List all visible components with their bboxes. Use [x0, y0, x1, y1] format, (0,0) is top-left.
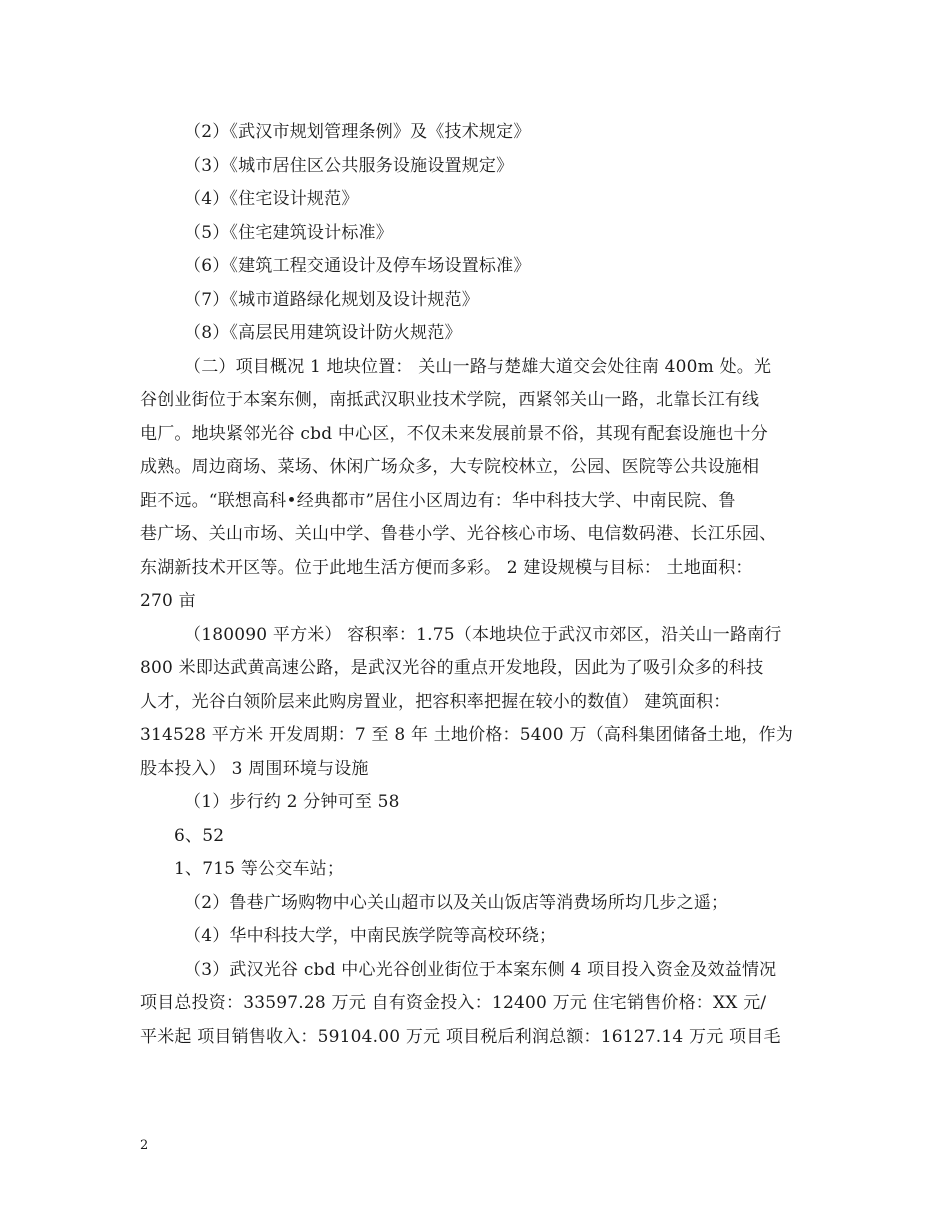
paragraph-line: （180090 平方米） 容积率：1.75（本地块位于武汉市郊区，沿关山一路南行: [184, 624, 782, 645]
paragraph-line: 800 米即达武黄高速公路，是武汉光谷的重点开发地段，因此为了吸引众多的科技: [140, 658, 764, 678]
paragraph-line: （二）项目概况 1 地块位置： 关山一路与楚雄大道交会处往南 400m 处。光: [184, 356, 772, 377]
paragraph-line: 314528 平方米 开发周期：7 至 8 年 土地价格：5400 万（高科集团储备土地，作为: [140, 725, 794, 745]
paragraph-line: 东湖新技术开区等。位于此地生活方便而多彩。 2 建设规模与目标： 土地面积：: [140, 557, 753, 578]
reference-item: （7）《城市道路绿化规划及设计规范》: [184, 289, 479, 310]
paragraph-line: 1、715 等公交车站；: [174, 859, 345, 879]
paragraph-line: （3）武汉光谷 cbd 中心光谷创业街位于本案东侧 4 项目投入资金及效益情况: [184, 959, 777, 980]
reference-item: （5）《住宅建筑设计标准》: [184, 222, 393, 243]
paragraph-line: 电厂。地块紧邻光谷 cbd 中心区，不仅未来发展前景不俗，其现有配套设施也十分: [140, 423, 768, 444]
document-body: [140, 116, 820, 1054]
page-number: 2: [140, 1138, 149, 1153]
reference-item: （3）《城市居住区公共服务设施设置规定》: [184, 155, 514, 176]
paragraph-line: （2）鲁巷广场购物中心关山超市以及关山饭店等消费场所均几步之遥；: [184, 892, 729, 913]
paragraph-line: （4）华中科技大学，中南民族学院等高校环绕；: [184, 926, 557, 946]
paragraph-line: 谷创业街位于本案东侧，南抵武汉职业技术学院，西紧邻关山一路，北靠长江有线: [140, 390, 760, 410]
reference-item: （6）《建筑工程交通设计及停车场设置标准》: [184, 256, 531, 276]
paragraph-line: （1）步行约 2 分钟可至 58: [184, 792, 400, 812]
reference-item: （2）《武汉市规划管理条例》及《技术规定》: [184, 122, 531, 142]
paragraph-line: 平米起 项目销售收入：59104.00 万元 项目税后利润总额：16127.14 万元 项目毛: [140, 1026, 781, 1047]
paragraph-line: 270 亩: [140, 591, 196, 611]
paragraph-line: 人才，光谷白领阶层来此购房置业，把容积率把握在较小的数值） 建筑面积：: [140, 691, 731, 712]
reference-item: （4）《住宅设计规范》: [184, 189, 359, 209]
paragraph-line: 成熟。周边商场、菜场、休闲广场众多，大专院校林立，公园、医院等公共设施相: [140, 457, 760, 477]
paragraph-line: 股本投入） 3 周围环境与设施: [140, 758, 369, 779]
reference-item: （8）《高层民用建筑设计防火规范》: [184, 323, 462, 343]
paragraph-line: 6、52: [174, 825, 225, 846]
paragraph-line: 巷广场、关山市场、关山中学、鲁巷小学、光谷核心市场、电信数码港、长江乐园、: [140, 524, 777, 544]
paragraph-line: 项目总投资：33597.28 万元 自有资金投入：12400 万元 住宅销售价格：XX 元/: [140, 993, 767, 1013]
paragraph-line: 距不远。“联想高科•经典都市”居住小区周边有：华中科技大学、中南民院、鲁: [140, 490, 736, 511]
